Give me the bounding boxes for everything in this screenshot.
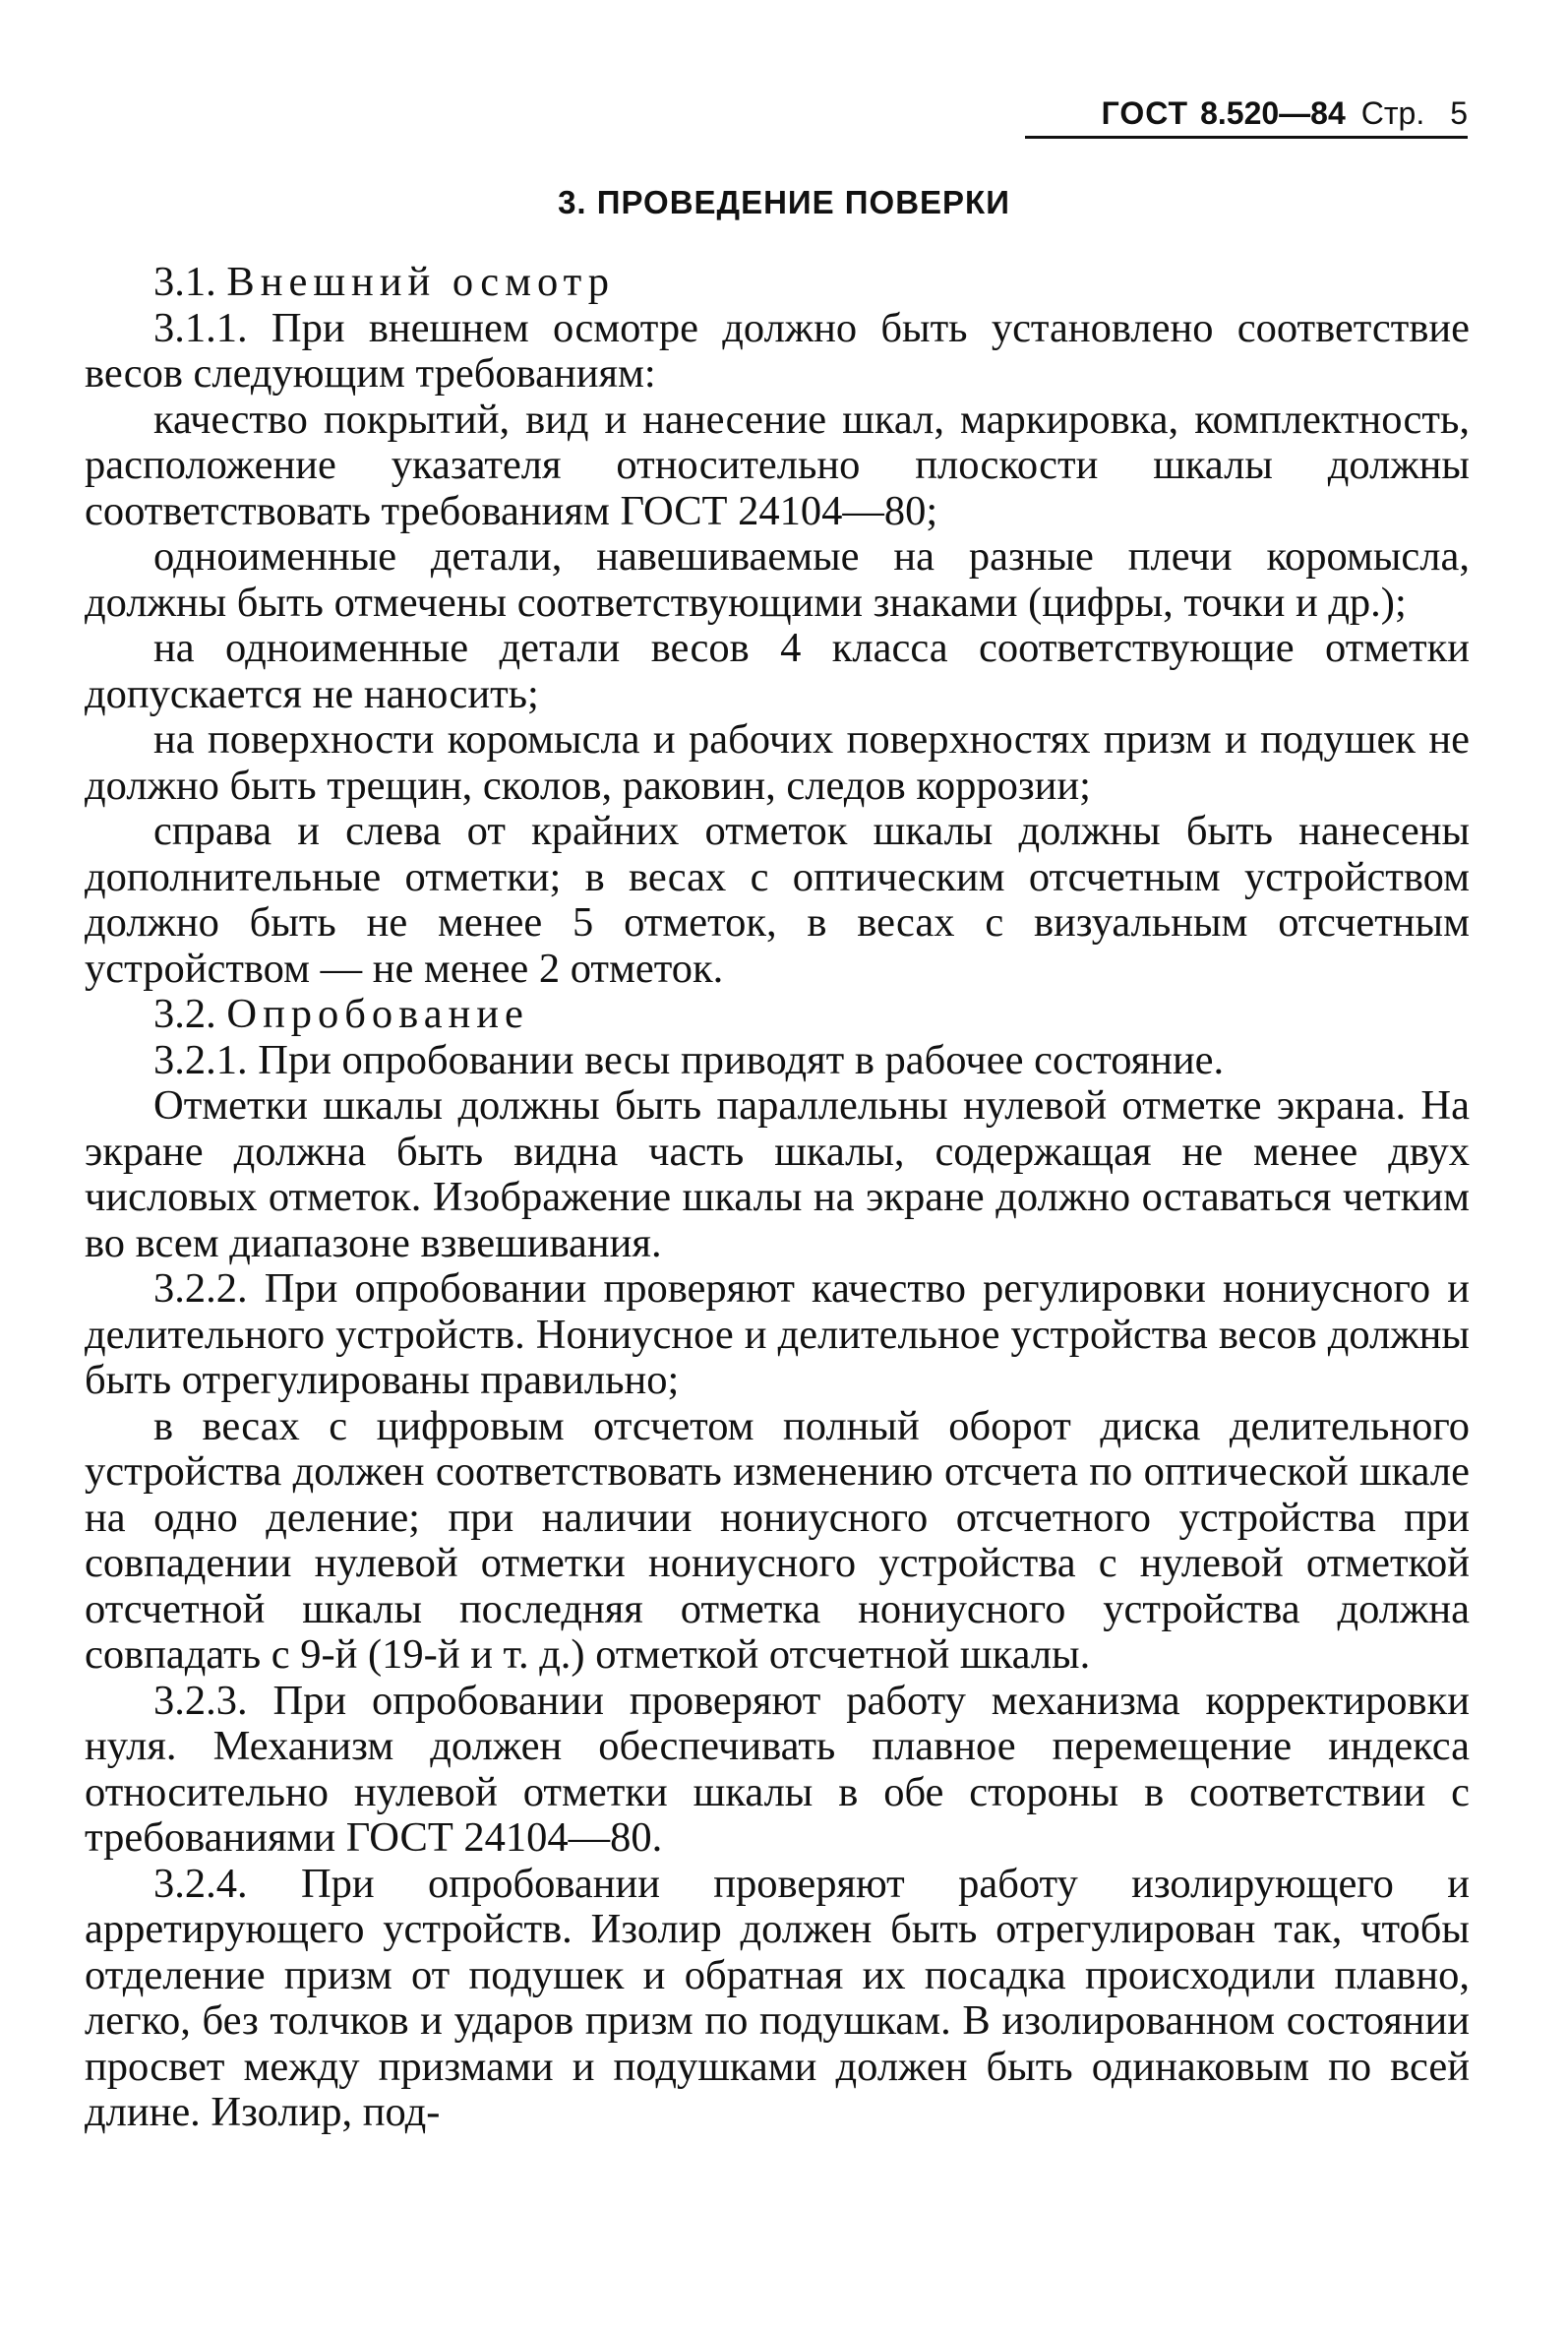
requirement-marked-parts: одноименные детали, навешиваемые на разные плечи коромысла, должны быть отмечены соответствующими знаками (цифры, точки и др.); xyxy=(85,533,1470,626)
section-title: 3. ПРОВЕДЕНИЕ ПОВЕРКИ xyxy=(558,184,1010,220)
header-standard: ГОСТ xyxy=(1101,95,1189,131)
paragraph-3-1 xyxy=(85,260,1470,306)
paragraph-3-2-1: 3.2.1. При опробовании весы приводят в рабочее состояние. xyxy=(153,1036,1225,1083)
paragraph-3-2-4: 3.2.4. При опробовании проверяют работу изолирующего и арретирующего устройств. Изолир должен быть отрегулирован так, чтобы отделение призм от подушек и обратная их посадка происходили плавно, легко, без толчков и ударов призм по подушкам. В изолированном состоянии просвет между призмами и подушками должен быть одинаковым по всей длине. Изолир, под- xyxy=(85,1860,1470,2135)
paragraph-3-2-1-continued: Отметки шкалы должны быть параллельны нулевой отметке экрана. На экране должна быть видна часть шкалы, содержащая не менее двух числовых отметок. Изображение шкалы на экране должно оставаться четким во всем диапазоне взвешивания. xyxy=(85,1082,1470,1266)
requirement-class4: на одноименные детали весов 4 класса соответствующие отметки допускается не наносить; xyxy=(85,625,1470,717)
header-number: 8.520—84 xyxy=(1200,95,1346,131)
header-page-number: 5 xyxy=(1450,95,1468,131)
paragraph-3-1-title: Внешний осмотр xyxy=(226,259,616,305)
paragraph-3-2-2: 3.2.2. При опробовании проверяют качество регулировки нониусного и делительного устройств. Нониусное и делительное устройства весов должны быть отрегулированы правильно; xyxy=(85,1265,1470,1403)
paragraph-3-1-1: 3.1.1. При внешнем осмотре должно быть установлено соответствие весов следующим требованиям: xyxy=(85,304,1470,397)
page-header xyxy=(1025,91,1468,139)
paragraph-3-2-number: 3.2. xyxy=(153,991,216,1037)
header-page-label: Стр. xyxy=(1360,95,1425,131)
document-body xyxy=(85,260,1470,2136)
paragraph-3-2 xyxy=(85,992,1470,1038)
requirement-surfaces: на поверхности коромысла и рабочих поверхностях призм и подушек не должно быть трещин, сколов, раковин, следов коррозии; xyxy=(85,716,1470,809)
paragraph-3-2-3: 3.2.3. При опробовании проверяют работу механизма корректировки нуля. Механизм должен обеспечивать плавное перемещение индекса относительно нулевой отметки шкалы в обе стороны в соответствии с требованиями ГОСТ 24104—80. xyxy=(85,1677,1470,1861)
requirement-extra-marks: справа и слева от крайних отметок шкалы должны быть нанесены дополнительные отметки; в весах с оптическим отсчетным устройством должно быть не менее 5 отметок, в весах с визуальным отсчетным устройством — не менее 2 отметок. xyxy=(85,808,1470,992)
requirement-coverings: качество покрытий, вид и нанесение шкал, маркировка, комплектность, расположение указателя относительно плоскости шкалы должны соответствовать требованиям ГОСТ 24104—80; xyxy=(85,396,1470,534)
paragraph-3-1-number: 3.1. xyxy=(153,259,216,305)
paragraph-3-2-title: Опробование xyxy=(226,991,529,1037)
paragraph-3-2-2-continued: в весах с цифровым отсчетом полный оборот диска делительного устройства должен соответствовать изменению отсчета по оптической шкале на одно деление; при наличии нониусного отсчетного устройства при совпадении нулевой отметки нониусного устройства с нулевой отметкой отсчетной шкалы последняя отметка нониусного устройства должна совпадать с 9-й (19-й и т. д.) отметкой отсчетной шкалы. xyxy=(85,1402,1470,1678)
